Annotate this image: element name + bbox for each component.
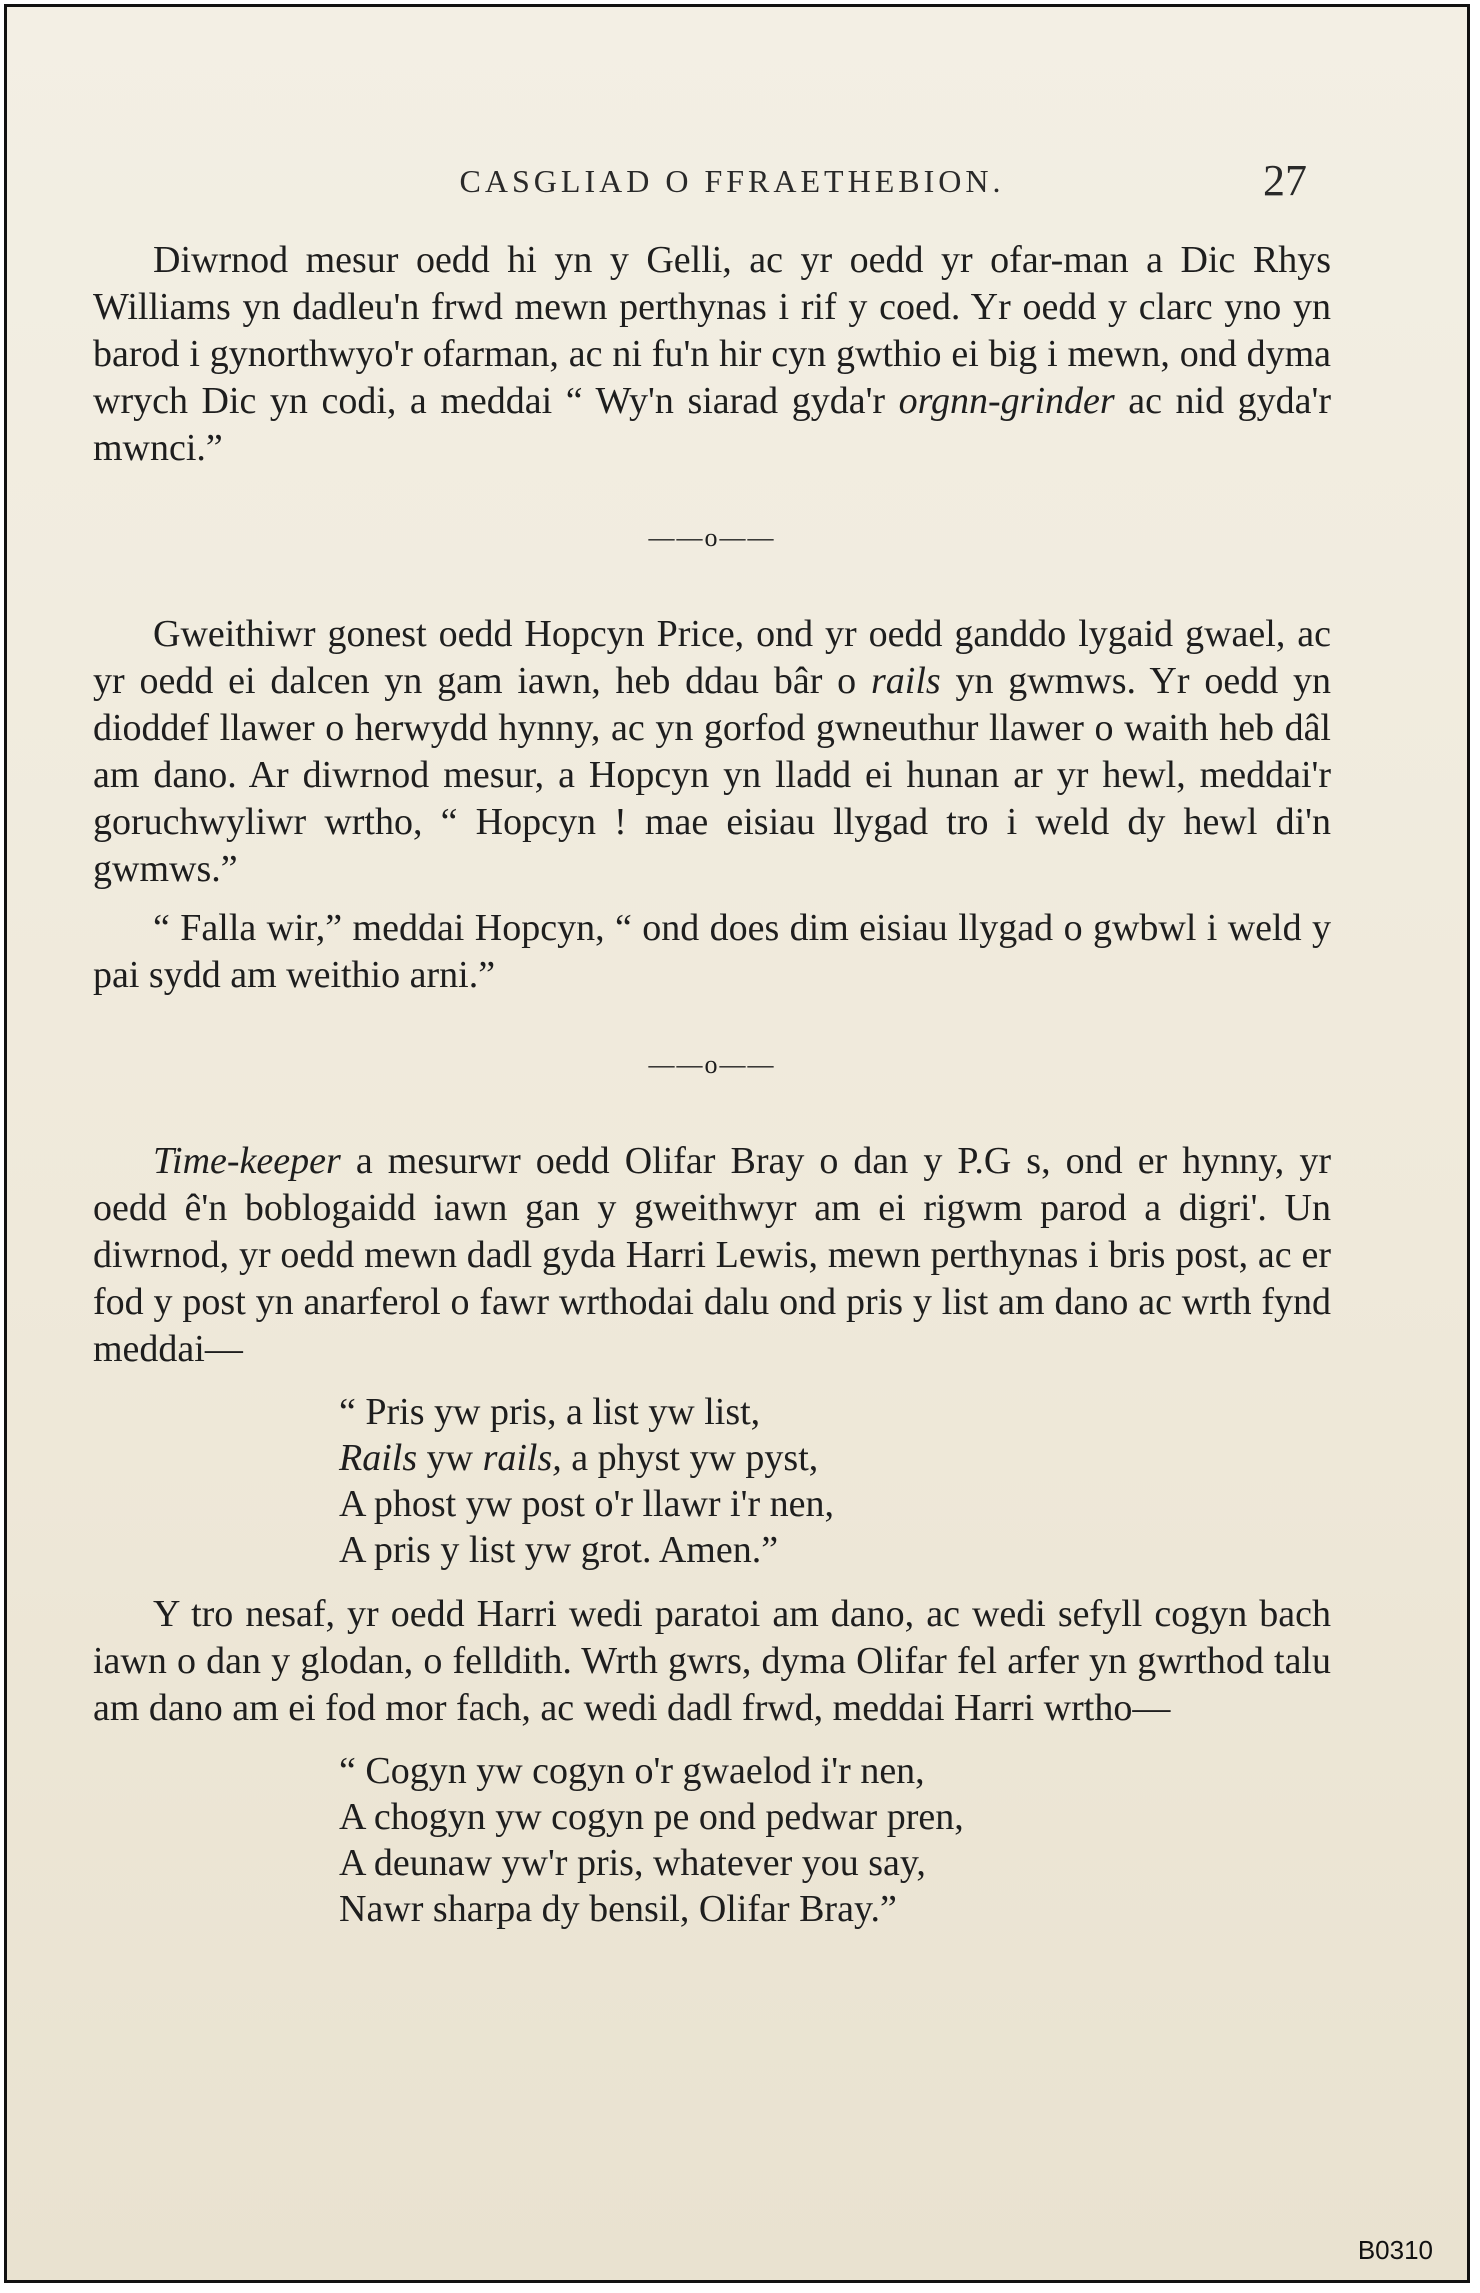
italic-term: Time-keeper bbox=[153, 1140, 341, 1182]
continuation-harri: Y tro nesaf, yr oedd Harri wedi paratoi am dano, ac wedi sefyll cogyn bach iawn o dan y glodan, o felldith. Wrth gwrs, dyma Olifar fel arfer yn gwrthod talu am dano am ei fod mor fach, ac wedi dadl frwd, meddai Harri wrtho— bbox=[93, 1593, 1331, 1729]
anecdote-hopcyn bbox=[93, 611, 1331, 893]
verse-line: A pris y list yw grot. Amen.” bbox=[339, 1529, 779, 1571]
text-run: yw bbox=[426, 1437, 474, 1479]
text-run: Gweithiwr gonest oedd Hopcyn Price, ond yr oedd ganddo lygaid gwael, ac yr oedd ei dalcen yn gam iawn, heb ddau bâr o bbox=[93, 613, 1331, 702]
anecdote-olifar bbox=[93, 1138, 1331, 1373]
text-run: yn gwmws. Yr oedd yn dioddef llawer o herwydd hynny, ac yn gorfod gwneuthur llawer o waith heb dâl am dano. Ar diwrnod mesur, a Hopcyn yn lladd ei hunan ar yr hewl, meddai'r goruchwyliwr wrtho, “ Hopcyn ! mae eisiau llygad tro i weld dy hewl di'n gwmws.” bbox=[93, 660, 1331, 890]
page-number: 27 bbox=[1263, 156, 1307, 205]
text-run: a physt yw pyst, bbox=[571, 1437, 819, 1479]
running-head: CASGLIAD O FFRAETHEBION. bbox=[459, 163, 1005, 199]
section-separator: ——o—— bbox=[648, 523, 776, 552]
verse-line: A chogyn yw cogyn pe ond pedwar pren, bbox=[339, 1796, 964, 1838]
verse-line bbox=[339, 1435, 1331, 1481]
italic-term: Rails bbox=[339, 1437, 418, 1479]
verse-line: “ Cogyn yw cogyn o'r gwaelod i'r nen, bbox=[339, 1750, 925, 1792]
verse-olifar bbox=[339, 1389, 1331, 1573]
text-run: ac nid gyda'r mwnci.” bbox=[93, 380, 1331, 469]
hopcyn-reply: “ Falla wir,” meddai Hopcyn, “ ond does dim eisiau llygad o gwbwl i weld y pai sydd am weithio arni.” bbox=[93, 907, 1331, 996]
text-run: a mesurwr oedd Olifar Bray o dan y P.G s, ond er hynny, yr oedd ê'n boblogaidd iawn gan y gweithwyr am ei rigwm parod a digri'. Un diwrnod, yr oedd mewn dadl gyda Harri Lewis, mewn perthynas i bris post, ac er fod y post yn anarferol o fawr wrthodai dalu ond pris y list am dano ac wrth fynd meddai— bbox=[93, 1140, 1331, 1370]
catalog-id: B0310 bbox=[1357, 2235, 1433, 2265]
verse-line: Nawr sharpa dy bensil, Olifar Bray.” bbox=[339, 1888, 897, 1930]
section-separator: ——o—— bbox=[648, 1050, 776, 1079]
anecdote-dic-rhys bbox=[93, 237, 1331, 472]
text-run: Diwrnod mesur oedd hi yn y Gelli, ac yr oedd yr ofar-man a Dic Rhys Williams yn dadleu'n frwd mewn perthynas i rif y coed. Yr oedd y clarc yno yn barod i gynorthwyo'r ofarman, ac ni fu'n hir cyn gwthio ei big i mewn, ond dyma wrych Dic yn codi, a meddai “ Wy'n siarad gyda'r bbox=[93, 239, 1331, 422]
italic-term: rails, bbox=[482, 1437, 562, 1479]
verse-line: “ Pris yw pris, a list yw list, bbox=[339, 1391, 761, 1433]
body-text bbox=[93, 237, 1331, 1950]
page-header bbox=[157, 155, 1307, 215]
verse-line: A phost yw post o'r llawr i'r nen, bbox=[339, 1483, 834, 1525]
verse-harri bbox=[339, 1748, 1331, 1932]
scanned-page bbox=[4, 4, 1470, 2283]
verse-line: A deunaw yw'r pris, whatever you say, bbox=[339, 1842, 926, 1884]
italic-term: rails bbox=[870, 660, 941, 702]
italic-term: orgnn-grinder bbox=[898, 380, 1115, 422]
